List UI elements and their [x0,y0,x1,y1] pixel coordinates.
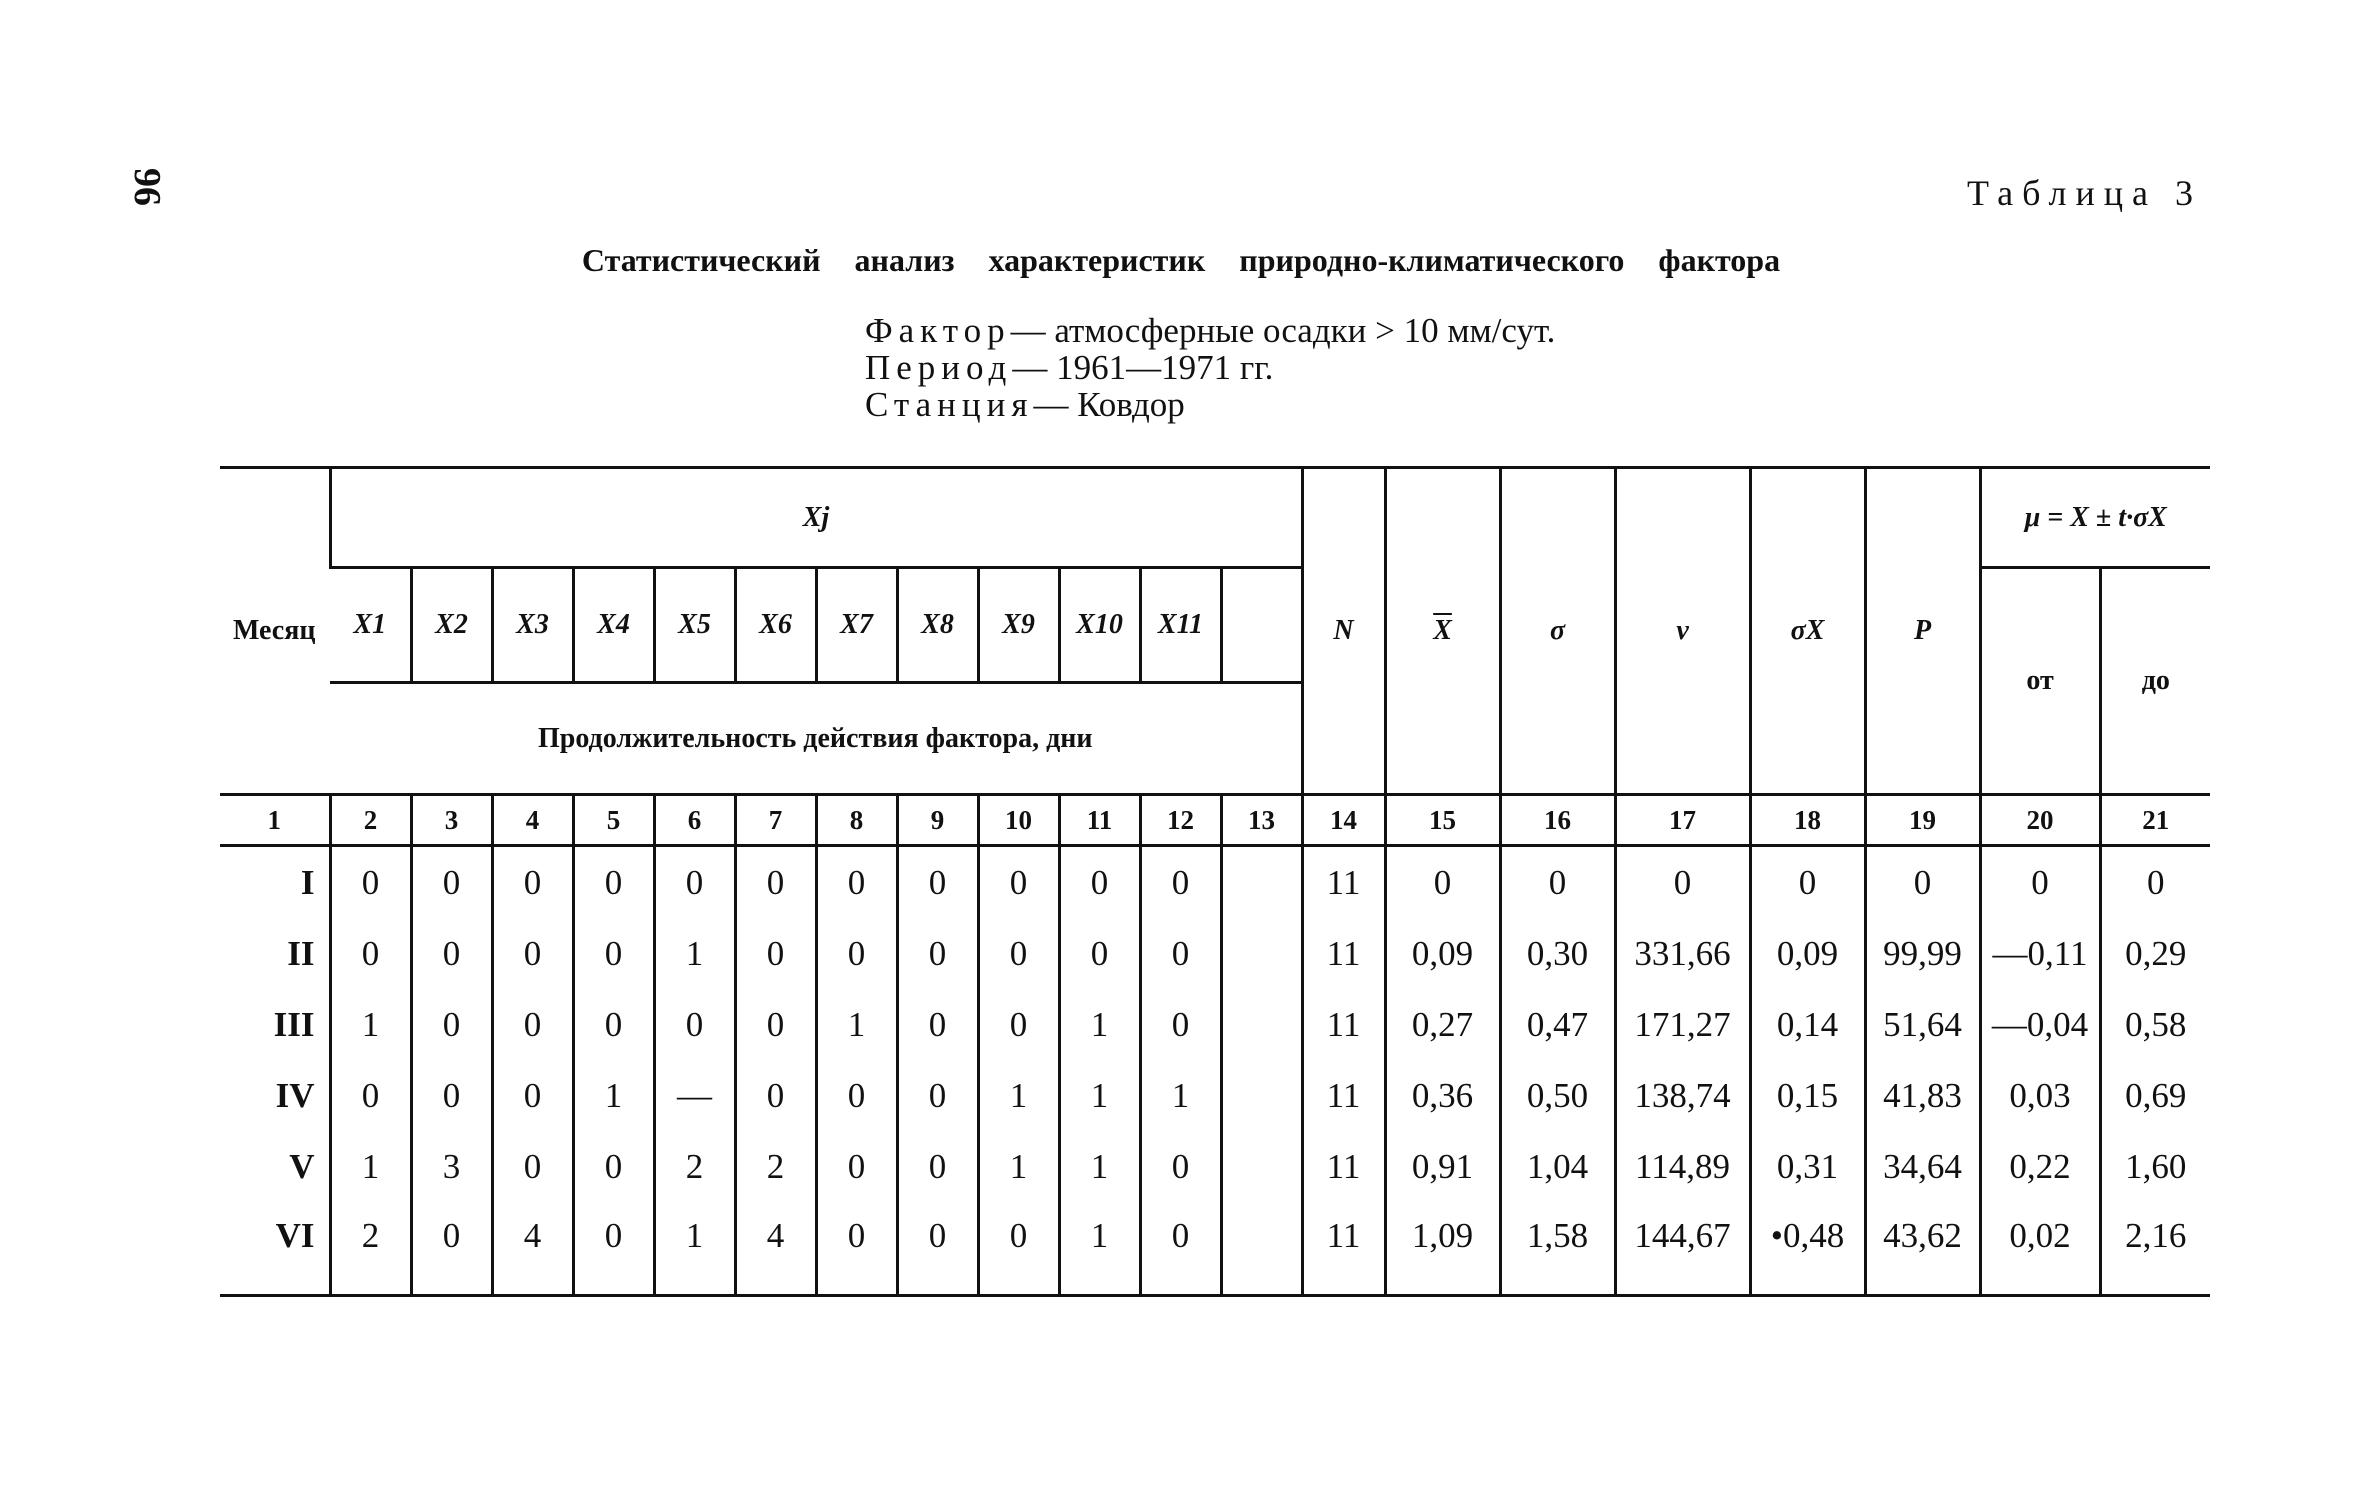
column-number: 19 [1865,795,1980,846]
p-cell: 51,64 [1865,989,1980,1060]
n-cell: 11 [1302,918,1385,989]
column-number: 12 [1140,795,1221,846]
to-cell: 0 [2100,846,2210,919]
table-title: Статистический анализ характеристик природно-климатического фактора [581,242,1781,278]
x-value-cell: 0 [492,1060,573,1131]
sigma-mean-cell: 0,14 [1750,989,1865,1060]
factor-key: Фактор [865,311,1011,350]
x3-header: X3 [492,568,573,683]
x-value-cell: 1 [1059,1202,1140,1296]
station-value: — Ковдор [1033,385,1185,424]
x-value-cell: 0 [816,1131,897,1202]
table-row [220,1202,2210,1296]
x-value-cell: 0 [1140,1131,1221,1202]
column-number: 4 [492,795,573,846]
from-cell: 0 [1980,846,2100,919]
x-value-cell: 0 [1140,989,1221,1060]
month-cell: V [289,1146,315,1186]
x-value-cell: 0 [492,918,573,989]
x6-header: X6 [735,568,816,683]
table-row [220,1131,2210,1202]
x-value-cell: 2 [735,1131,816,1202]
n-cell: 11 [1302,1131,1385,1202]
x-value-cell: 0 [492,989,573,1060]
x-value-cell: 0 [573,846,654,919]
x-value-cell: 0 [816,846,897,919]
factor-value: — атмосферные осадки > 10 мм/сут. [1010,311,1556,350]
x-value-cell: 0 [1140,846,1221,919]
table-row [220,846,2210,919]
x-value-cell: — [654,1060,735,1131]
x-value-cell: 0 [330,846,411,919]
x11-header: X11 [1140,568,1221,683]
x-value-cell: 2 [330,1202,411,1296]
p-header: P [1865,468,1980,795]
column-number: 11 [1059,795,1140,846]
column-number: 14 [1302,795,1385,846]
to-cell: 1,60 [2100,1131,2210,1202]
p-cell: 41,83 [1865,1060,1980,1131]
column-number: 20 [1980,795,2100,846]
x-value-cell: 0 [978,989,1059,1060]
n-header: N [1302,468,1385,795]
column-number: 6 [654,795,735,846]
xj-header: Xj [330,468,1302,568]
x-value-cell: 0 [492,1131,573,1202]
column-number: 21 [2100,795,2210,846]
x-value-cell: 1 [1059,989,1140,1060]
x-value-cell: 0 [1140,918,1221,989]
x-value-cell: 0 [573,989,654,1060]
x8-header: X8 [897,568,978,683]
p-cell: 43,62 [1865,1202,1980,1296]
empty-cell [1221,918,1302,989]
x-value-cell: 0 [897,1131,978,1202]
x4-header: X4 [573,568,654,683]
table-row [220,989,2210,1060]
x-value-cell: 0 [654,846,735,919]
x-value-cell: 0 [411,1060,492,1131]
x-value-cell: 0 [978,918,1059,989]
x9-header: X9 [978,568,1059,683]
x-value-cell: 1 [330,989,411,1060]
x2-header: X2 [411,568,492,683]
column-number: 5 [573,795,654,846]
sigma-mean-cell: 0 [1750,846,1865,919]
sigma-cell: 1,58 [1500,1202,1615,1296]
x-value-cell: 0 [897,1060,978,1131]
p-cell: 0 [1865,846,1980,919]
p-cell: 99,99 [1865,918,1980,989]
sigma-mean-cell: 0,09 [1750,918,1865,989]
empty-cell [1221,1060,1302,1131]
x-value-cell: 0 [411,918,492,989]
x-value-cell: 0 [573,1202,654,1296]
x-value-cell: 0 [897,846,978,919]
empty-cell [1221,846,1302,919]
sigma-mean-cell: 0,15 [1750,1060,1865,1131]
sigma-cell: 1,04 [1500,1131,1615,1202]
x-value-cell: 0 [573,1131,654,1202]
to-cell: 0,29 [2100,918,2210,989]
column-number: 15 [1385,795,1500,846]
column-number: 8 [816,795,897,846]
x-value-cell: 0 [735,989,816,1060]
statistics-table [220,466,2210,1297]
x-value-cell: 0 [816,918,897,989]
x-value-cell: 1 [1059,1131,1140,1202]
empty-cell [1221,1131,1302,1202]
x1-header: X1 [330,568,411,683]
nu-cell: 138,74 [1615,1060,1750,1131]
x10-header: X10 [1059,568,1140,683]
n-cell: 11 [1302,846,1385,919]
sigma-cell: 0,47 [1500,989,1615,1060]
x-value-cell: 0 [735,1060,816,1131]
period-line [865,349,1555,386]
x-value-cell: 4 [492,1202,573,1296]
month-cell: VI [275,1216,315,1255]
x7-header: X7 [816,568,897,683]
empty-cell [1221,989,1302,1060]
x-value-cell: 0 [330,918,411,989]
x-value-cell: 0 [978,1202,1059,1296]
x-value-cell: 0 [897,918,978,989]
from-cell: 0,22 [1980,1131,2100,1202]
x-value-cell: 0 [897,989,978,1060]
x-value-cell: 4 [735,1202,816,1296]
mean-header: $\overline{X}$ [1385,468,1500,795]
from-cell: —0,04 [1980,989,2100,1060]
to-cell: 2,16 [2100,1202,2210,1296]
mean-cell: 0 [1385,846,1500,919]
sigma-mean-cell: •0,48 [1750,1202,1865,1296]
x-value-cell: 0 [735,918,816,989]
sigma-header: σ [1500,468,1615,795]
n-cell: 11 [1302,1202,1385,1296]
from-cell: 0,02 [1980,1202,2100,1296]
month-cell: III [273,1004,315,1044]
nu-header: ν [1615,468,1750,795]
period-value: — 1961—1971 гг. [1012,348,1274,387]
x-value-cell: 1 [654,1202,735,1296]
x-value-cell: 1 [978,1060,1059,1131]
x-value-cell: 0 [330,1060,411,1131]
month-header: Месяц [232,615,316,646]
column-number: 18 [1750,795,1865,846]
station-key: Станция [865,385,1034,424]
x-value-cell: 0 [492,846,573,919]
from-cell: 0,03 [1980,1060,2100,1131]
x-value-cell: 0 [573,918,654,989]
x-value-cell: 0 [411,1202,492,1296]
mean-cell: 0,27 [1385,989,1500,1060]
mean-cell: 0,36 [1385,1060,1500,1131]
mean-cell: 1,09 [1385,1202,1500,1296]
table-row [220,1060,2210,1131]
empty-cell [1221,1202,1302,1296]
p-cell: 34,64 [1865,1131,1980,1202]
column-number: 7 [735,795,816,846]
x-value-cell: 0 [411,989,492,1060]
station-line [865,386,1555,423]
x-value-cell: 1 [816,989,897,1060]
x-value-cell: 3 [411,1131,492,1202]
x-value-cell: 0 [1059,918,1140,989]
nu-cell: 331,66 [1615,918,1750,989]
month-cell: I [300,862,315,902]
column-number: 13 [1221,795,1302,846]
column-number-row [220,795,2210,846]
column-number: 1 [220,795,330,846]
x-value-cell: 0 [1140,1202,1221,1296]
sigma-cell: 0,50 [1500,1060,1615,1131]
x-value-cell: 0 [1059,846,1140,919]
table-row [220,918,2210,989]
sigma-mean-cell: 0,31 [1750,1131,1865,1202]
x-value-cell: 0 [816,1060,897,1131]
table-label: Таблица 3 [1967,173,2202,213]
x-value-cell: 0 [735,846,816,919]
n-cell: 11 [1302,989,1385,1060]
nu-cell: 171,27 [1615,989,1750,1060]
to-header: до [2100,568,2210,795]
mu-formula-header: μ = X ± t·σX [1980,468,2210,568]
x-value-cell: 1 [573,1060,654,1131]
column-number: 9 [897,795,978,846]
duration-caption: Продолжительность действия фактора, дни [538,722,1093,754]
sigma-mean-header: σX [1750,468,1865,795]
mean-cell: 0,91 [1385,1131,1500,1202]
column-number: 17 [1615,795,1750,846]
column-number: 2 [330,795,411,846]
nu-cell: 0 [1615,846,1750,919]
x5-header: X5 [654,568,735,683]
x-value-cell: 0 [816,1202,897,1296]
to-cell: 0,58 [2100,989,2210,1060]
x-value-cell: 0 [978,846,1059,919]
x-value-cell: 1 [1059,1060,1140,1131]
column-number: 3 [411,795,492,846]
to-cell: 0,69 [2100,1060,2210,1131]
column-number: 10 [978,795,1059,846]
column-number: 16 [1500,795,1615,846]
x-value-cell: 0 [654,989,735,1060]
nu-cell: 114,89 [1615,1131,1750,1202]
from-header: от [1980,568,2100,795]
x-value-cell: 1 [330,1131,411,1202]
x-value-cell: 0 [897,1202,978,1296]
sigma-cell: 0 [1500,846,1615,919]
x-value-cell: 0 [411,846,492,919]
x-value-cell: 1 [654,918,735,989]
nu-cell: 144,67 [1615,1202,1750,1296]
n-cell: 11 [1302,1060,1385,1131]
factor-line [865,312,1555,349]
sigma-cell: 0,30 [1500,918,1615,989]
month-cell: IV [275,1075,315,1115]
mean-cell: 0,09 [1385,918,1500,989]
period-key: Период [865,348,1013,387]
factor-info [865,312,1555,423]
x-value-cell: 1 [978,1131,1059,1202]
x-value-cell: 1 [1140,1060,1221,1131]
month-cell: II [287,933,315,973]
x-empty-header [1221,568,1302,683]
page-number: 96 [126,168,168,206]
x-value-cell: 2 [654,1131,735,1202]
from-cell: —0,11 [1980,918,2100,989]
